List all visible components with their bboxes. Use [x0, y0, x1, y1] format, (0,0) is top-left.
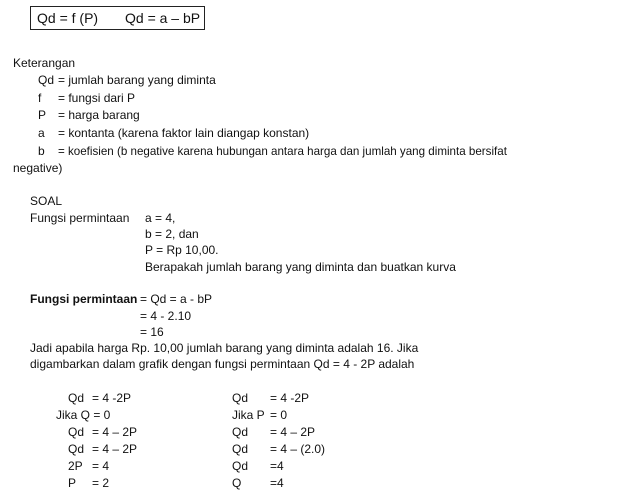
- keterangan-title: Keterangan: [13, 56, 76, 70]
- legend-description: = koefisien (b negative karena hubungan antara harga dan jumlah yang diminta bersifat: [58, 145, 507, 158]
- legend-symbol: Qd: [38, 73, 55, 87]
- calc-left-var: Jika Q = 0: [56, 408, 111, 422]
- soal-line: P = Rp 10,00.: [145, 243, 219, 257]
- calc-left-expr: = 4: [92, 459, 110, 473]
- calc-right-expr: = 4 – (2.0): [270, 442, 326, 456]
- soal-question: Berapakah jumlah barang yang diminta dan buatkan kurva: [145, 260, 456, 274]
- soal-label: Fungsi permintaan: [30, 211, 130, 225]
- conclusion-line: Jadi apabila harga Rp. 10,00 jumlah barang yang diminta adalah 16. Jika: [30, 341, 419, 355]
- soal-title: SOAL: [30, 194, 63, 208]
- calc-left-var: Qd: [68, 442, 85, 456]
- legend-symbol: f: [38, 91, 42, 105]
- solution-label: Fungsi permintaan: [30, 292, 138, 306]
- legend-symbol: P: [38, 108, 47, 122]
- legend-description: = kontanta (karena faktor lain diangap konstan): [58, 126, 310, 140]
- formula-box: [30, 6, 205, 30]
- calc-left-expr: = 2: [92, 476, 110, 490]
- calc-right-expr: = 4 -2P: [270, 391, 310, 405]
- calc-right-var: Qd: [232, 391, 249, 405]
- legend-description: = jumlah barang yang diminta: [58, 73, 216, 87]
- conclusion-line: digambarkan dalam grafik dengan fungsi permintaan Qd = 4 - 2P adalah: [30, 357, 415, 371]
- calc-left-expr: = 4 – 2P: [92, 425, 138, 439]
- calc-right-expr: =4: [270, 476, 284, 490]
- calc-left-expr: = 4 – 2P: [92, 442, 138, 456]
- legend-description: = fungsi dari P: [58, 91, 136, 105]
- calc-right-var: Qd: [232, 459, 249, 473]
- calc-right-expr: = 0: [270, 408, 288, 422]
- solution-line: = 4 - 2.10: [140, 309, 192, 323]
- legend-symbol: b: [38, 144, 45, 158]
- calc-left-var: Qd: [68, 425, 85, 439]
- soal-line: a = 4,: [145, 211, 176, 225]
- calc-left-var: P: [68, 476, 77, 490]
- calc-right-expr: =4: [270, 459, 284, 473]
- legend-description: = harga barang: [58, 108, 140, 122]
- formula-linear: Qd = a – bP: [125, 10, 201, 26]
- calc-right-var: Qd: [232, 442, 249, 456]
- solution-line: = 16: [140, 325, 164, 339]
- calc-left-var: Qd: [68, 391, 85, 405]
- calc-left-var: 2P: [68, 459, 83, 473]
- formula-general: Qd = f (P): [37, 10, 99, 26]
- legend-symbol: a: [38, 126, 45, 140]
- calc-right-expr: = 4 – 2P: [270, 425, 316, 439]
- calc-right-var: Jika P: [232, 408, 265, 422]
- solution-line: = Qd = a - bP: [140, 292, 213, 306]
- legend-continuation: negative): [13, 161, 63, 175]
- calc-left-expr: = 4 -2P: [92, 391, 132, 405]
- calc-right-var: Qd: [232, 425, 249, 439]
- soal-line: b = 2, dan: [145, 227, 199, 241]
- calc-right-var: Q: [232, 476, 242, 490]
